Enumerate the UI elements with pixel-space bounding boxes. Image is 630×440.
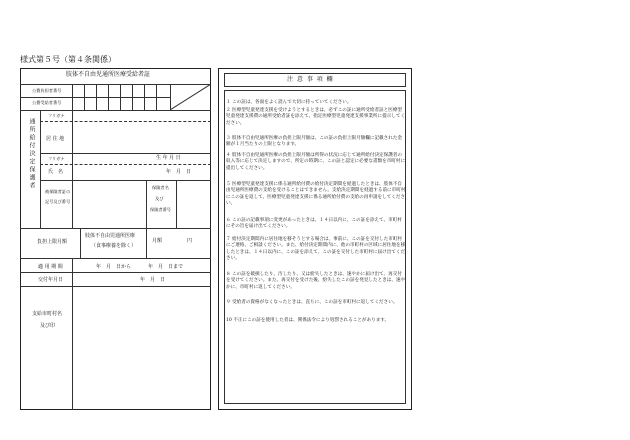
- facility-label-1: 肢体不自由児通所医療: [85, 233, 136, 239]
- furigana-label-2: フリガナ: [48, 156, 65, 161]
- note-8: ８ この証を破損したり、汚したり、又は紛失したときは、速やかに届け出て、再交付を受けてください。また、再交付を受けた後、紛失したこの証を発見したときは、速やかに、市町村に返してください。: [226, 272, 406, 290]
- dob-value: 年 月 日: [166, 169, 192, 175]
- issue-date-value: 年 月 日: [140, 277, 166, 283]
- note-7: ７ 給付決定期間内に居住地を移そうとする場合は、事前に、この証を交付した市町村にご連絡、ご相談ください。また、給付決定期間内に、他の市町村の区域に居住地を移したときは、１４日以内に、この証を添えて、この証を交付した市町村に届け出てください。: [226, 237, 406, 261]
- note-2: ２ 医療型児童発達支援を受けようとするときは、必ずこの証に通所受給者証と医療型児童発達支援費の通所受給者証を添えて、指定医療型児童発達支援事業所に提示してください。: [226, 108, 406, 126]
- insurer-number-label-2: 記号及び番号: [45, 199, 71, 204]
- valid-period-label: 適 用 期 間: [38, 264, 63, 270]
- public-payer-number-label: 公費負担者番号: [32, 88, 62, 93]
- note-5: ５ 医療型児童発達支援に係る通所給付費の給付決定期間を経過したときは、肢体不自由児通所医療費の支給を受けることはできません。支給決定期間を経過する前に市町村にこの証を返して、医療型児童発達支援に係る通所給付費の支給の再申請をしてください。: [226, 182, 406, 206]
- furigana-label: フリガナ: [48, 113, 65, 118]
- note-4: ４ 肢体不自由児通所医療の負担上限月額は所得の状況に応じて通所給付決定保護者の収入等に応じて決定しますので、所定の時期に、この証と認定に必要な書類を市町村に提出してください。: [226, 153, 406, 171]
- address-label: 居 住 地: [46, 136, 65, 142]
- monthly-cap-label: 負担上限月額: [37, 239, 68, 245]
- municipality-label-2: 及び印: [40, 323, 56, 329]
- monthly-amount: 月額 円: [152, 238, 193, 244]
- note-1: １ この証は、各面をよく読んで大切に持っていてください。: [226, 100, 352, 105]
- note-9: ９ 受給者の資格がなくなったときは、直ちに、この証を市町村に返してください。: [226, 300, 398, 305]
- certificate-title: 肢体不自由児通所医療受給者証: [66, 71, 151, 78]
- insurer-name-label-3: 保険者番号: [150, 207, 171, 212]
- notes-title: 注 意 事 項 欄: [287, 76, 334, 83]
- note-3: ３ 肢体不自由児通所医療の負担上限月額は、この証の負担上限月額欄に記載された金額が１月当たりの上限となります。: [226, 136, 403, 148]
- public-recipient-number-label: 公費受給者番号: [32, 100, 62, 105]
- dob-label: 生 年 月 日: [156, 155, 181, 161]
- facility-label-2: （食事療養を除く）: [91, 243, 137, 249]
- form-number-label: 様式第５号（第４条関係）: [20, 55, 116, 64]
- note-6: ６ この証の記載事項に変更があったときは、１４日以内に、この証を添えて、市町村にその旨を届け出てください。: [226, 218, 402, 230]
- valid-to: 年 月 日まで: [148, 264, 184, 270]
- insurer-name-label-2: 及び: [155, 196, 164, 201]
- name-label: 氏 名: [48, 169, 64, 175]
- insurer-number-label: 被保険者証の: [45, 189, 71, 194]
- note-10: 10 不正にこの証を使用した者は、関係法令により処罰されることがあります。: [226, 318, 390, 323]
- insurer-name-label: 保険者名: [152, 185, 169, 190]
- issue-date-label: 交付年月日: [38, 277, 64, 283]
- guardian-section-label: 通所給付決定保護者: [28, 118, 35, 190]
- valid-from: 年 月 日から: [96, 264, 132, 270]
- municipality-label-1: 支給市町村名: [32, 311, 63, 317]
- diagonal-slash: [170, 84, 211, 110]
